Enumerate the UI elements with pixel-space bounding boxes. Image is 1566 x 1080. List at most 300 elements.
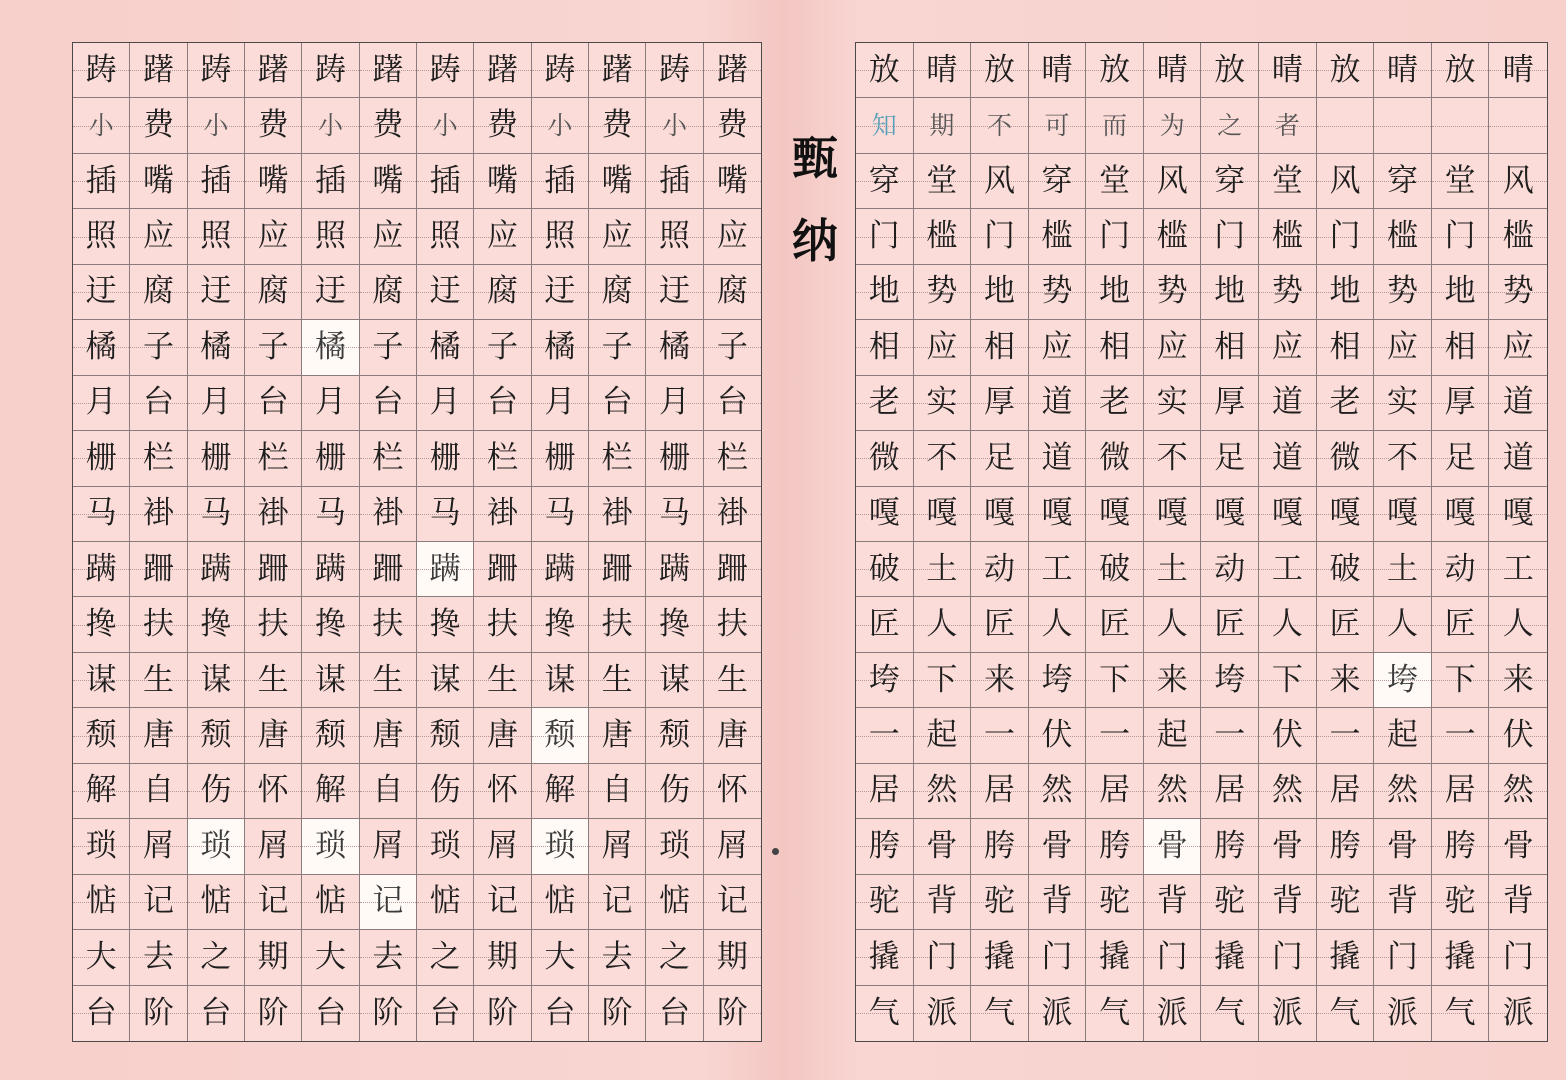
- practice-char: 月: [85, 384, 117, 421]
- grid-cell: [1432, 930, 1490, 985]
- practice-char: 蹒: [658, 550, 690, 587]
- grid-cell: [1201, 376, 1259, 431]
- grid-cell: [1201, 764, 1259, 819]
- grid-cell: [971, 487, 1029, 542]
- practice-char: 躇: [372, 51, 404, 88]
- practice-char: 颓: [429, 717, 461, 754]
- practice-char: 子: [257, 328, 289, 365]
- grid-cell: [1432, 653, 1490, 708]
- grid-cell: [474, 764, 531, 819]
- grid-cell: [188, 542, 245, 597]
- practice-char: 马: [544, 495, 576, 532]
- practice-char: 阶: [716, 994, 748, 1031]
- practice-char: 颓: [544, 717, 576, 754]
- practice-char: 躇: [257, 51, 289, 88]
- practice-char: 阶: [142, 994, 174, 1031]
- practice-char: 插: [314, 162, 346, 199]
- practice-char: 骨: [1271, 827, 1303, 864]
- practice-char: 颓: [658, 717, 690, 754]
- grid-cell: [130, 819, 187, 874]
- practice-char: 屑: [486, 827, 518, 864]
- grid-cell: [474, 487, 531, 542]
- practice-char: 嘴: [486, 162, 518, 199]
- grid-cell: [971, 653, 1029, 708]
- practice-char: 势: [1502, 273, 1534, 310]
- practice-char: 生: [142, 661, 174, 698]
- grid-cell: [914, 653, 972, 708]
- grid-cell: [130, 209, 187, 264]
- practice-char: 一: [1214, 717, 1246, 754]
- grid-cell: [1086, 209, 1144, 264]
- practice-char: 台: [544, 994, 576, 1031]
- practice-char: 门: [926, 938, 958, 975]
- practice-char: 然: [926, 772, 958, 809]
- practice-char: 门: [868, 218, 900, 255]
- practice-char: 伤: [200, 772, 232, 809]
- grid-cell: [188, 875, 245, 930]
- grid-cell: [1489, 597, 1547, 652]
- grid-cell: [704, 542, 761, 597]
- grid-cell: [1201, 265, 1259, 320]
- grid-cell: [1201, 597, 1259, 652]
- grid-cell: [646, 819, 703, 874]
- grid-cell: [474, 209, 531, 264]
- practice-char: 唐: [372, 717, 404, 754]
- practice-char: 应: [1041, 328, 1073, 365]
- practice-char: 台: [658, 994, 690, 1031]
- grid-cell: [1432, 43, 1490, 98]
- practice-char: 晴: [1502, 51, 1534, 88]
- practice-char: 橘: [314, 328, 346, 365]
- practice-char: 下: [1099, 661, 1131, 698]
- grid-cell: [73, 154, 130, 209]
- practice-char: 橘: [85, 328, 117, 365]
- practice-char: 踌: [658, 51, 690, 88]
- practice-char: 匠: [1329, 606, 1361, 643]
- grid-cell: [188, 376, 245, 431]
- grid-cell: [971, 542, 1029, 597]
- grid-cell: [1317, 819, 1375, 874]
- practice-char: 不: [926, 439, 958, 476]
- practice-char: 派: [1387, 994, 1419, 1031]
- grid-cell: [73, 597, 130, 652]
- grid-cell: [360, 209, 417, 264]
- grid-cell: [130, 431, 187, 486]
- grid-cell: [1201, 487, 1259, 542]
- grid-cell: [130, 154, 187, 209]
- grid-cell: [1201, 819, 1259, 874]
- grid-cell: [971, 43, 1029, 98]
- grid-cell: [417, 597, 474, 652]
- practice-char: 起: [926, 717, 958, 754]
- practice-char: 门: [1156, 938, 1188, 975]
- practice-char: 阶: [601, 994, 633, 1031]
- grid-cell: [856, 320, 914, 375]
- practice-char: 惦: [429, 883, 461, 920]
- grid-cell: [1489, 653, 1547, 708]
- grid-cell: [417, 764, 474, 819]
- practice-char: 气: [1444, 994, 1476, 1031]
- grid-cell: [1489, 154, 1547, 209]
- practice-char: 台: [314, 994, 346, 1031]
- grid-cell: [1432, 597, 1490, 652]
- grid-cell: [302, 154, 359, 209]
- grid-cell: [360, 43, 417, 98]
- grid-cell: [1086, 653, 1144, 708]
- grid-cell: [971, 154, 1029, 209]
- practice-char: 扶: [716, 606, 748, 643]
- practice-char: 一: [983, 717, 1015, 754]
- grid-cell: [1029, 209, 1087, 264]
- practice-char: 人: [926, 606, 958, 643]
- grid-cell: [1317, 708, 1375, 763]
- grid-cell: [1317, 764, 1375, 819]
- practice-char: 骨: [1156, 827, 1188, 864]
- grid-cell: [73, 487, 130, 542]
- grid-cell: [130, 875, 187, 930]
- grid-cell: [130, 653, 187, 708]
- title-char-1: 甄: [792, 131, 838, 185]
- practice-char: 跚: [257, 550, 289, 587]
- practice-char: 居: [1214, 772, 1246, 809]
- practice-char: 腐: [486, 273, 518, 310]
- grid-cell: [245, 597, 302, 652]
- practice-char: 应: [257, 218, 289, 255]
- grid-cell: [914, 986, 972, 1041]
- practice-char: 插: [85, 162, 117, 199]
- grid-cell: [1259, 819, 1317, 874]
- grid-cell: [532, 376, 589, 431]
- practice-char: 台: [200, 994, 232, 1031]
- grid-cell: [1489, 209, 1547, 264]
- practice-char: 惦: [85, 883, 117, 920]
- grid-cell: [1144, 98, 1202, 153]
- practice-char: 居: [1329, 772, 1361, 809]
- practice-char: 台: [601, 384, 633, 421]
- practice-char: 穿: [868, 162, 900, 199]
- grid-cell: [1029, 542, 1087, 597]
- practice-char: 生: [372, 661, 404, 698]
- practice-char: 扶: [257, 606, 289, 643]
- grid-cell: [1374, 265, 1432, 320]
- grid-cell: [188, 320, 245, 375]
- grid-cell: [1029, 376, 1087, 431]
- practice-char: 道: [1271, 439, 1303, 476]
- practice-char: 台: [429, 994, 461, 1031]
- grid-cell: [1201, 43, 1259, 98]
- grid-cell: [130, 986, 187, 1041]
- grid-cell: [1489, 542, 1547, 597]
- grid-cell: [417, 265, 474, 320]
- practice-char: 腐: [716, 273, 748, 310]
- grid-cell: [1201, 542, 1259, 597]
- practice-char: 扶: [486, 606, 518, 643]
- grid-cell: [971, 209, 1029, 264]
- practice-char: 气: [1329, 994, 1361, 1031]
- practice-char: 放: [868, 51, 900, 88]
- grid-cell: [1144, 209, 1202, 264]
- grid-cell: [417, 875, 474, 930]
- practice-char: 期: [716, 938, 748, 975]
- grid-cell: [302, 542, 359, 597]
- practice-char: 自: [601, 772, 633, 809]
- practice-char: 搀: [429, 606, 461, 643]
- practice-char: 地: [868, 273, 900, 310]
- grid-cell: [1259, 986, 1317, 1041]
- practice-char: 迂: [314, 273, 346, 310]
- practice-char: 然: [1271, 772, 1303, 809]
- practice-char: 相: [1329, 328, 1361, 365]
- practice-char: 踌: [544, 51, 576, 88]
- practice-char: 相: [1214, 328, 1246, 365]
- grid-cell: [474, 431, 531, 486]
- practice-char: 插: [200, 162, 232, 199]
- practice-char: 子: [142, 328, 174, 365]
- practice-char: 撬: [983, 938, 1015, 975]
- grid-cell: [1432, 542, 1490, 597]
- grid-cell: [1201, 98, 1259, 153]
- grid-cell: [130, 265, 187, 320]
- grid-cell: [1374, 764, 1432, 819]
- grid-cell: [646, 431, 703, 486]
- practice-char: 伏: [1271, 717, 1303, 754]
- grid-cell: [245, 875, 302, 930]
- practice-char: 费: [372, 107, 404, 144]
- practice-char: 驼: [1099, 883, 1131, 920]
- grid-cell: [971, 764, 1029, 819]
- grid-cell: [188, 708, 245, 763]
- grid-cell: [1317, 875, 1375, 930]
- grid-cell: [302, 597, 359, 652]
- practice-char: 人: [1502, 606, 1534, 643]
- practice-char: 气: [983, 994, 1015, 1031]
- practice-char: 门: [1329, 218, 1361, 255]
- practice-char: 门: [983, 218, 1015, 255]
- practice-char: 台: [372, 384, 404, 421]
- grid-cell: [589, 265, 646, 320]
- practice-char: 穿: [1387, 162, 1419, 199]
- grid-cell: [1086, 764, 1144, 819]
- grid-cell: [1374, 542, 1432, 597]
- ink-dot: [772, 848, 779, 855]
- practice-char: 跚: [716, 550, 748, 587]
- grid-cell: [1374, 597, 1432, 652]
- grid-cell: [1489, 708, 1547, 763]
- practice-char: 相: [983, 328, 1015, 365]
- grid-cell: [589, 819, 646, 874]
- grid-cell: [1432, 376, 1490, 431]
- practice-char: 腐: [601, 273, 633, 310]
- practice-char: 相: [1444, 328, 1476, 365]
- grid-cell: [1489, 376, 1547, 431]
- practice-char: 撬: [1099, 938, 1131, 975]
- practice-char: 门: [1502, 938, 1534, 975]
- grid-cell: [1317, 43, 1375, 98]
- practice-char: 槛: [1387, 218, 1419, 255]
- grid-cell: [1086, 708, 1144, 763]
- grid-cell: [532, 43, 589, 98]
- grid-cell: [532, 819, 589, 874]
- practice-char: 怀: [486, 772, 518, 809]
- grid-cell: [245, 819, 302, 874]
- grid-cell: [532, 209, 589, 264]
- grid-cell: [1259, 376, 1317, 431]
- grid-cell: [532, 986, 589, 1041]
- grid-cell: [856, 542, 914, 597]
- practice-char: 蹒: [429, 550, 461, 587]
- grid-cell: [73, 875, 130, 930]
- practice-char: 颓: [200, 717, 232, 754]
- practice-char: 迂: [200, 273, 232, 310]
- grid-cell: [1317, 154, 1375, 209]
- practice-char: 应: [716, 218, 748, 255]
- practice-char: 晴: [1156, 51, 1188, 88]
- grid-cell: [589, 320, 646, 375]
- grid-cell: [1086, 930, 1144, 985]
- practice-char: 腐: [142, 273, 174, 310]
- grid-cell: [1144, 653, 1202, 708]
- grid-cell: [856, 154, 914, 209]
- practice-char: 槛: [1156, 218, 1188, 255]
- grid-cell: [1317, 376, 1375, 431]
- practice-char: 老: [868, 384, 900, 421]
- grid-cell: [971, 320, 1029, 375]
- practice-char: 槛: [926, 218, 958, 255]
- practice-char: 撬: [868, 938, 900, 975]
- grid-cell: [130, 43, 187, 98]
- grid-cell: [1144, 819, 1202, 874]
- grid-cell: [245, 265, 302, 320]
- practice-char: 阶: [372, 994, 404, 1031]
- grid-cell: [914, 764, 972, 819]
- practice-char: 动: [983, 550, 1015, 587]
- grid-cell: [417, 930, 474, 985]
- practice-char: 胯: [983, 827, 1015, 864]
- practice-char: 嘎: [1099, 495, 1131, 532]
- practice-char: 胯: [1099, 827, 1131, 864]
- grid-cell: [1144, 265, 1202, 320]
- practice-char: 来: [1502, 661, 1534, 698]
- practice-char: 月: [314, 384, 346, 421]
- grid-cell: [704, 764, 761, 819]
- grid-cell: [130, 708, 187, 763]
- grid-cell: [474, 43, 531, 98]
- left-practice-page: [72, 42, 762, 1042]
- grid-cell: [704, 431, 761, 486]
- practice-char: 微: [868, 439, 900, 476]
- practice-char: 扶: [142, 606, 174, 643]
- grid-cell: [914, 320, 972, 375]
- practice-char: 琐: [314, 827, 346, 864]
- practice-char: 应: [926, 328, 958, 365]
- practice-char: 解: [544, 772, 576, 809]
- grid-cell: [130, 98, 187, 153]
- practice-char: 去: [601, 938, 633, 975]
- practice-char: 台: [142, 384, 174, 421]
- practice-char: 地: [1444, 273, 1476, 310]
- grid-cell: [704, 986, 761, 1041]
- grid-cell: [856, 487, 914, 542]
- practice-char: 一: [1329, 717, 1361, 754]
- practice-char: 蹒: [314, 550, 346, 587]
- grid-cell: [417, 986, 474, 1041]
- grid-cell: [1259, 320, 1317, 375]
- practice-char: 子: [716, 328, 748, 365]
- grid-cell: [1144, 542, 1202, 597]
- grid-cell: [245, 431, 302, 486]
- practice-char: 橘: [429, 328, 461, 365]
- practice-char: 费: [601, 107, 633, 144]
- grid-cell: [188, 209, 245, 264]
- grid-cell: [302, 209, 359, 264]
- grid-cell: [188, 154, 245, 209]
- practice-char: 迂: [658, 273, 690, 310]
- practice-char: 风: [983, 162, 1015, 199]
- grid-cell: [474, 597, 531, 652]
- practice-char: 谋: [200, 661, 232, 698]
- practice-char: 居: [1099, 772, 1131, 809]
- grid-cell: [971, 708, 1029, 763]
- practice-char: 栏: [142, 439, 174, 476]
- practice-char: 放: [1329, 51, 1361, 88]
- title-char-2: 纳: [792, 214, 838, 268]
- practice-char: 土: [1387, 550, 1419, 587]
- practice-char: 嘎: [1214, 495, 1246, 532]
- grid-cell: [532, 154, 589, 209]
- grid-cell: [1374, 209, 1432, 264]
- grid-cell: [73, 320, 130, 375]
- grid-cell: [1201, 320, 1259, 375]
- grid-cell: [1029, 819, 1087, 874]
- practice-char: 然: [1041, 772, 1073, 809]
- practice-char: 小: [661, 111, 687, 141]
- grid-cell: [1086, 597, 1144, 652]
- practice-char: 扶: [601, 606, 633, 643]
- practice-char: 堂: [1099, 162, 1131, 199]
- practice-char: 唐: [716, 717, 748, 754]
- practice-char: 嘎: [1156, 495, 1188, 532]
- grid-cell: [302, 819, 359, 874]
- grid-cell: [646, 43, 703, 98]
- practice-char: 者: [1274, 111, 1300, 141]
- practice-char: 插: [544, 162, 576, 199]
- practice-char: 栅: [658, 439, 690, 476]
- practice-char: 相: [868, 328, 900, 365]
- practice-char: 风: [1502, 162, 1534, 199]
- practice-char: 势: [1387, 273, 1419, 310]
- grid-cell: [532, 265, 589, 320]
- practice-char: 插: [429, 162, 461, 199]
- grid-cell: [73, 542, 130, 597]
- practice-char: 谋: [544, 661, 576, 698]
- practice-char: 蹒: [200, 550, 232, 587]
- practice-char: 老: [1329, 384, 1361, 421]
- grid-cell: [474, 320, 531, 375]
- grid-cell: [1144, 154, 1202, 209]
- practice-char: 子: [486, 328, 518, 365]
- practice-char: 穿: [1041, 162, 1073, 199]
- practice-char: 嘴: [142, 162, 174, 199]
- practice-char: 放: [983, 51, 1015, 88]
- grid-cell: [245, 320, 302, 375]
- grid-cell: [589, 43, 646, 98]
- practice-char: 褂: [372, 495, 404, 532]
- grid-cell: [589, 653, 646, 708]
- practice-char: 一: [868, 717, 900, 754]
- grid-cell: [704, 43, 761, 98]
- practice-char: 琐: [544, 827, 576, 864]
- practice-char: 伏: [1502, 717, 1534, 754]
